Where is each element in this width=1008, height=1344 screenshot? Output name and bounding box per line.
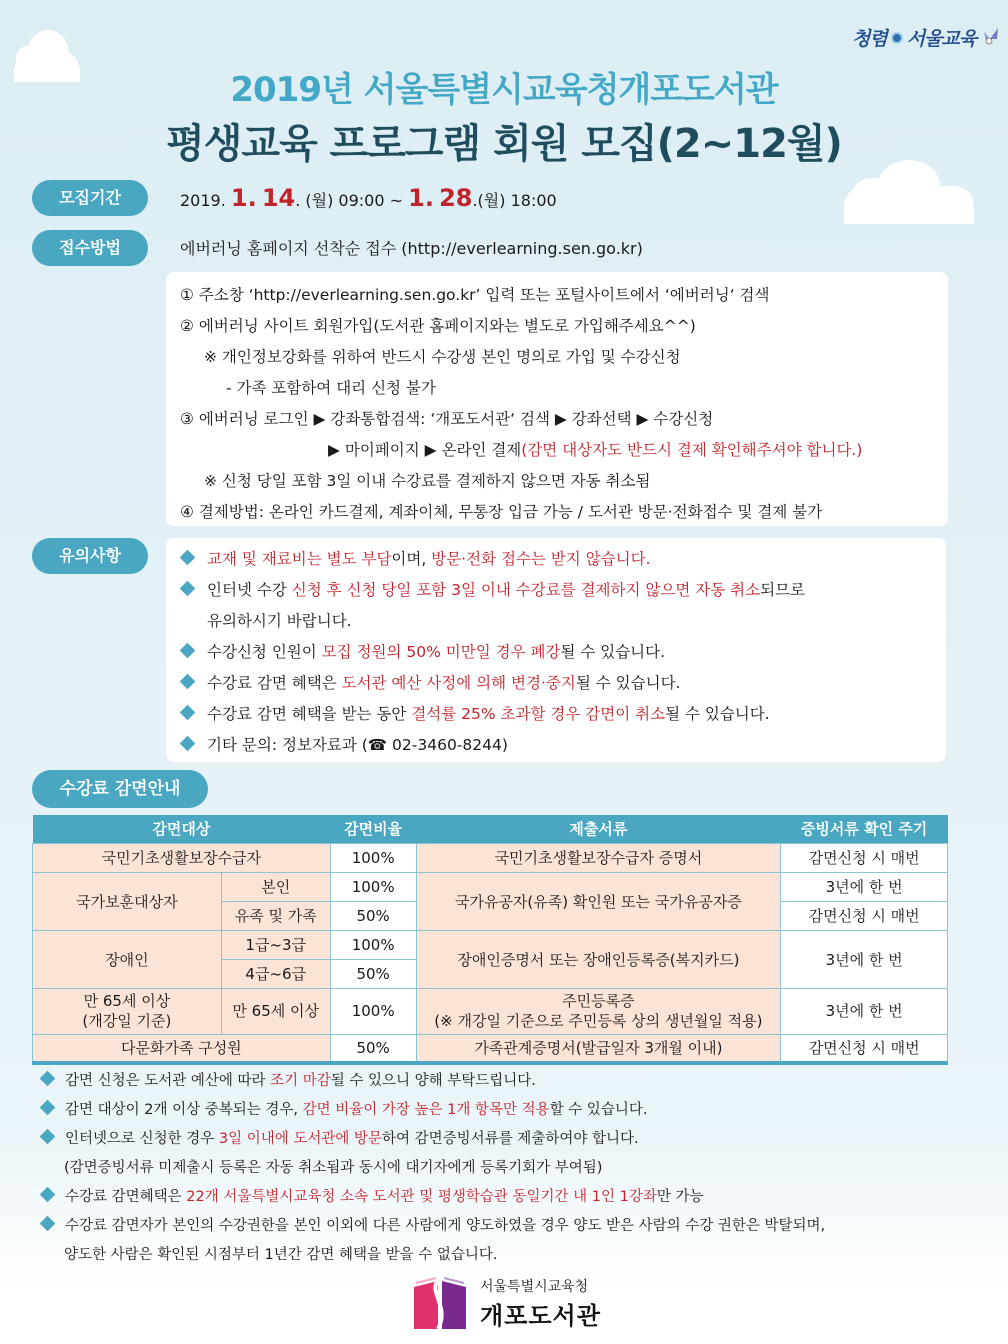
header-rate: 감면비율 <box>330 815 416 843</box>
step-1: ① 주소창 ‘http://everlearning.sen.go.kr’ 입력 또는 포털사이트에서 ‘에버러닝‘ 검색 <box>180 286 770 304</box>
table-header-row <box>33 815 948 843</box>
note-item <box>178 699 946 730</box>
application-method-label: 접수방법 <box>32 230 148 266</box>
diamond-bullet-icon <box>40 1100 56 1116</box>
cell-sub: 유족 및 가족 <box>221 901 330 930</box>
notes-card <box>166 538 946 762</box>
note-highlight: 모집 정원의 50% 미만일 경우 폐강 <box>321 643 561 661</box>
logo-text-right: 서울교육 <box>906 28 977 50</box>
note-text: 수강료 감면혜택은 <box>65 1189 187 1205</box>
diamond-bullet-icon <box>180 550 196 566</box>
period-start-day: 14 <box>261 184 296 212</box>
note-highlight: 도서관 예산 사정에 의해 변경·중지 <box>341 674 576 692</box>
note-item <box>178 544 946 575</box>
cell-target-line1: 만 65세 이상 <box>83 992 171 1010</box>
diamond-bullet-icon <box>180 674 196 690</box>
fee-reduction-notes <box>40 1067 940 1270</box>
note-highlight: 감면 비율이 가장 높은 1개 항목만 적용 <box>302 1102 550 1118</box>
header-target: 감면대상 <box>33 815 331 843</box>
open-book-icon <box>410 1277 470 1331</box>
cell-doc: 장애인증명서 또는 장애인등록증(복지카드) <box>416 930 781 988</box>
clean-seoul-education-logo <box>852 24 1000 51</box>
note-highlight: 22개 서울특별시교육청 소속 도서관 및 평생학습관 동일기간 내 1인 1강좌 <box>186 1189 657 1205</box>
note-text: 수강신청 인원이 <box>207 643 322 661</box>
cell-cycle: 감면신청 시 매번 <box>781 1034 948 1063</box>
step-4: ④ 결제방법: 온라인 카드결제, 계좌이체, 무통장 입금 가능 / 도서관 방문·전화접수 및 결제 불가 <box>180 503 823 521</box>
period-start-month: 1. <box>230 184 257 212</box>
step-3-note: ※ 신청 당일 포함 3일 이내 수강료를 결제하지 않으면 자동 취소됨 <box>204 472 651 490</box>
cloud-decoration-right <box>844 186 974 224</box>
fee-note-item <box>40 1183 940 1212</box>
period-end-month: 1. <box>408 184 434 212</box>
cell-cycle: 3년에 한 번 <box>781 988 948 1034</box>
note-text: 감면 대상이 2개 이상 중복되는 경우, <box>65 1102 303 1118</box>
footer-library-name: 개포도서관 <box>480 1302 601 1330</box>
contact-text: 기타 문의: 정보자료과 (☎ 02-3460-8244) <box>207 736 508 754</box>
fee-reduction-table <box>32 815 948 1065</box>
cell-target: 다문화가족 구성원 <box>33 1034 331 1063</box>
gaepo-library-logo <box>410 1276 601 1331</box>
note-text: 될 수 있습니다. <box>560 643 666 661</box>
page-title-line1: 2019년 서울특별시교육청개포도서관 <box>230 70 778 110</box>
fee-note-item <box>40 1096 940 1125</box>
note-text: 수강료 감면 혜택을 받는 동안 <box>207 705 412 723</box>
note-highlight: 신청 후 신청 당일 포함 3일 이내 수강료를 결제하지 않으면 자동 취소 <box>291 581 761 599</box>
diamond-bullet-icon <box>40 1071 56 1087</box>
note-text: 될 수 있으니 양해 부탁드립니다. <box>330 1073 536 1089</box>
fee-note-item <box>40 1212 940 1241</box>
period-end-day: 28 <box>439 184 473 212</box>
logo-emblem-icon <box>891 32 903 44</box>
note-text: 될 수 있습니다. <box>575 674 681 692</box>
note-highlight: 결석률 25% 초과할 경우 감면이 취소 <box>411 705 666 723</box>
cell-rate: 50% <box>330 959 416 988</box>
fee-note-item <box>40 1067 940 1096</box>
period-start-suffix: . (월) 09:00 ~ <box>295 191 404 210</box>
table-row <box>33 843 948 872</box>
step-3: ③ 에버러닝 로그인 ▶ 강좌통합검색: ‘개포도서관‘ 검색 ▶ 강좌선택 ▶ 수강신청 <box>180 410 714 428</box>
step-3-cont <box>180 435 948 466</box>
cell-target: 국가보훈대상자 <box>33 872 222 930</box>
fee-note-item <box>40 1125 940 1154</box>
table-row <box>33 988 948 1034</box>
step-3-warning: (감면 대상자도 반드시 결제 확인해주셔야 합니다.) <box>521 441 863 459</box>
note-item-cont: 유의하시기 바랍니다. <box>207 612 352 630</box>
recruitment-period-value <box>180 182 557 217</box>
period-end-suffix: .(월) 18:00 <box>472 191 557 210</box>
footer-org: 서울특별시교육청 <box>480 1279 589 1295</box>
note-text: 하여 감면증빙서류를 제출하여야 합니다. <box>382 1131 639 1147</box>
cell-target: 장애인 <box>33 930 222 988</box>
cell-cycle: 감면신청 시 매번 <box>781 843 948 872</box>
note-text: 수강료 감면 혜택은 <box>207 674 342 692</box>
note-text: 이며, <box>391 550 432 568</box>
cell-sub: 본인 <box>221 872 330 901</box>
cell-doc: 국민기초생활보장수급자 증명서 <box>416 843 781 872</box>
note-text: 할 수 있습니다. <box>549 1102 648 1118</box>
cell-sub: 1급~3급 <box>221 930 330 959</box>
note-item <box>178 668 946 699</box>
note-highlight: 교재 및 재료비는 별도 부담 <box>207 550 392 568</box>
note-text: 인터넷 수강 <box>207 581 292 599</box>
period-year: 2019. <box>180 191 226 210</box>
note-item-contact <box>178 730 946 761</box>
cell-target: 국민기초생활보장수급자 <box>33 843 331 872</box>
note-item <box>178 637 946 668</box>
diamond-bullet-icon <box>180 705 196 721</box>
cell-rate: 100% <box>330 930 416 959</box>
note-text: 인터넷으로 신청한 경우 <box>65 1131 219 1147</box>
note-text: 수강료 감면자가 본인의 수강권한을 본인 이외에 다른 사람에게 양도하였을 경우 양도 받은 사람의 수강 권한은 박탈되며, <box>65 1218 826 1234</box>
table-row <box>33 930 948 959</box>
cell-doc: 가족관계증명서(발급일자 3개월 이내) <box>416 1034 781 1063</box>
header-documents: 제출서류 <box>416 815 781 843</box>
cell-doc-line2: (※ 개강일 기준으로 주민등록 상의 생년월일 적용) <box>434 1012 763 1030</box>
note-highlight: 방문·전화 접수는 받지 않습니다. <box>431 550 651 568</box>
notes-label: 유의사항 <box>32 538 148 574</box>
note-item <box>178 575 946 606</box>
note-text: 되므로 <box>760 581 805 599</box>
page-title-line2: 평생교육 프로그램 회원 모집(2~12월) <box>166 121 842 167</box>
note-text: 될 수 있습니다. <box>665 705 770 723</box>
cell-cycle: 3년에 한 번 <box>781 872 948 901</box>
butterfly-icon <box>980 27 1000 49</box>
cell-sub: 만 65세 이상 <box>221 988 330 1034</box>
diamond-bullet-icon <box>180 643 196 659</box>
diamond-bullet-icon <box>40 1187 56 1203</box>
cell-doc-line1: 주민등록증 <box>562 992 635 1010</box>
cell-sub: 4급~6급 <box>221 959 330 988</box>
cell-doc: 국가유공자(유족) 확인원 또는 국가유공자증 <box>416 872 781 930</box>
step-2-subnote: - 가족 포함하여 대리 신청 불가 <box>226 379 436 397</box>
note-text: 만 가능 <box>656 1189 704 1205</box>
header-cycle: 증빙서류 확인 주기 <box>781 815 948 843</box>
note-text: 감면 신청은 도서관 예산에 따라 <box>65 1073 271 1089</box>
cell-target-line2: (개강일 기준) <box>82 1012 172 1030</box>
logo-text-left: 청렴 <box>852 28 887 50</box>
fee-reduction-label: 수강료 감면안내 <box>32 770 208 808</box>
cell-rate: 100% <box>330 843 416 872</box>
cell-rate: 50% <box>330 901 416 930</box>
cell-cycle: 3년에 한 번 <box>781 930 948 988</box>
note-highlight: 3일 이내에 도서관에 방문 <box>218 1131 383 1147</box>
step-2: ② 에버러닝 사이트 회원가입(도서관 홈페이지와는 별도로 가입해주세요^^) <box>180 317 696 335</box>
note-highlight: 조기 마감 <box>270 1073 331 1089</box>
step-2-note: ※ 개인정보강화를 위하여 반드시 수강생 본인 명의로 가입 및 수강신청 <box>204 348 681 366</box>
cell-target <box>33 988 222 1034</box>
cell-rate: 100% <box>330 872 416 901</box>
diamond-bullet-icon <box>40 1216 56 1232</box>
fee-note-cont: (감면증빙서류 미제출시 등록은 자동 취소됨과 동시에 대기자에게 등록기회가 부여됨) <box>64 1160 603 1176</box>
fee-note-cont: 양도한 사람은 확인된 시점부터 1년간 감면 혜택을 받을 수 없습니다. <box>64 1247 498 1263</box>
cell-rate: 50% <box>330 1034 416 1063</box>
application-method-text: 에버러닝 홈페이지 선착순 접수 (http://everlearning.sen.go.kr) <box>180 239 643 258</box>
step-3-cont-text: ▶ 마이페이지 ▶ 온라인 결제 <box>328 441 522 459</box>
diamond-bullet-icon <box>40 1129 56 1145</box>
cell-doc <box>416 988 781 1034</box>
application-steps-card <box>166 272 948 526</box>
cell-rate: 100% <box>330 988 416 1034</box>
cell-cycle: 감면신청 시 매번 <box>781 901 948 930</box>
table-row <box>33 1034 948 1063</box>
diamond-bullet-icon <box>180 581 196 597</box>
table-row <box>33 872 948 901</box>
recruitment-period-label: 모집기간 <box>32 180 148 216</box>
diamond-bullet-icon <box>180 736 196 752</box>
